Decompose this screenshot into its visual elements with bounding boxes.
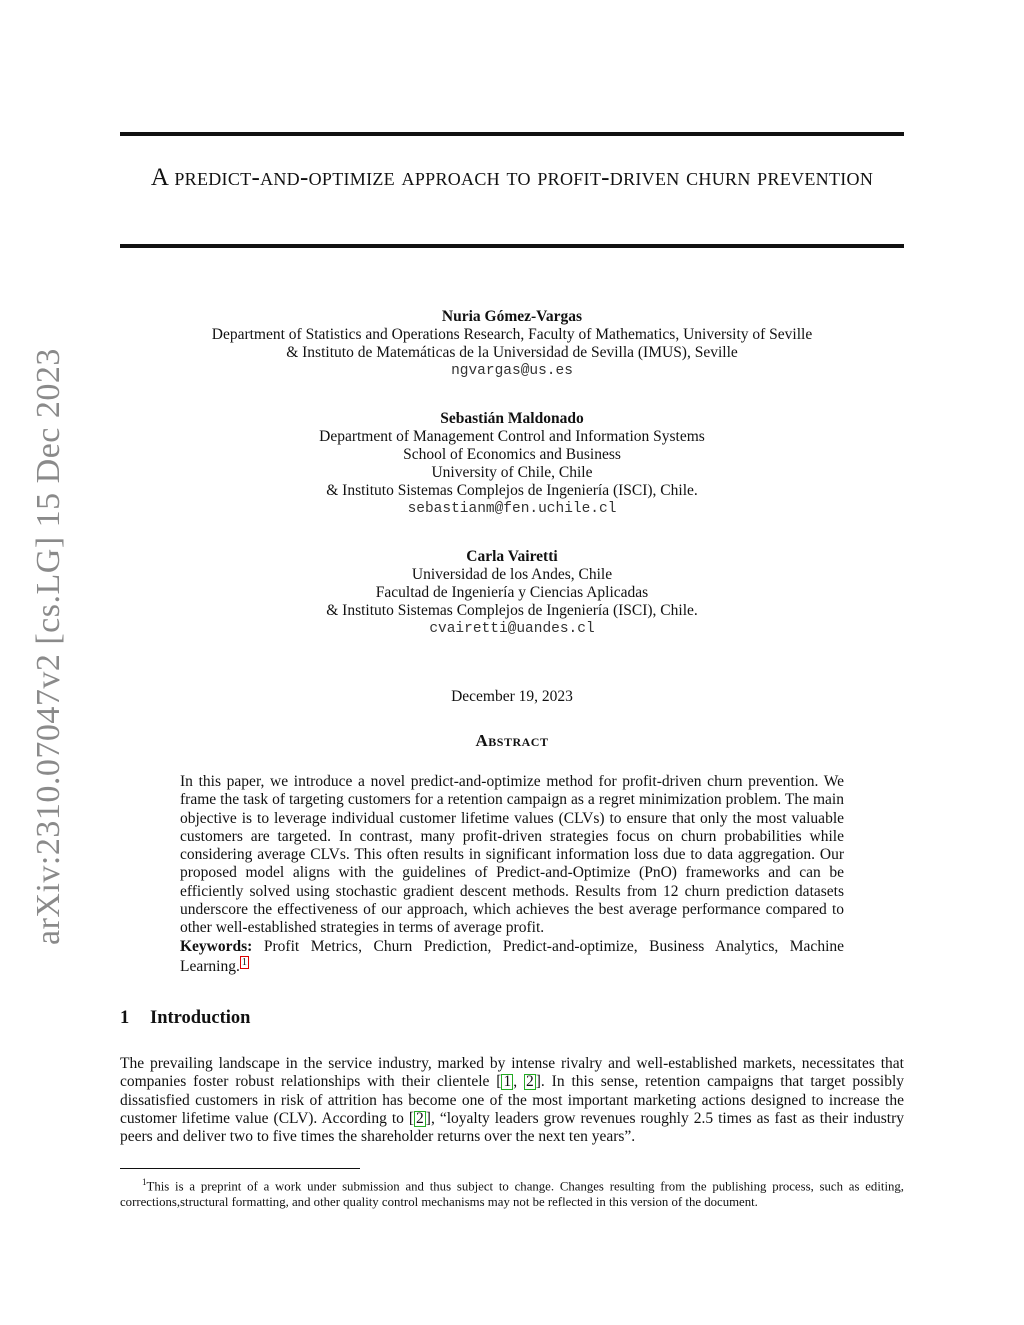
abstract-text: In this paper, we introduce a novel predict-and-optimize method for profit-driven churn prevention. We frame the task of targeting customers for a retention campaign as a regret minimization problem. The main objective is to leverage individual customer lifetime values (CLVs) to ensure that only the most valuable customers are targeted. In contrast, many profit-driven strategies focus on churn probabilities while considering average CLVs. This often results in significant information loss due to data aggregation. Our proposed model aligns with the guidelines of Predict-and-Optimize (PnO) frameworks and can be efficiently solved using stochastic gradient descent methods. Results from 12 churn prediction datasets underscore the effectiveness of our approach, which achieves the best average performance compared to other well-established strategies in terms of average profit. [180, 773, 844, 937]
author-name: Carla Vairetti [466, 548, 558, 565]
footnote-text: This is a preprint of a work under submission and thus subject to change. Changes resulting from the publishing process, such as editing, corrections,structural formatting, and other quality control mechanisms may not be reflected in this version of the document. [120, 1179, 904, 1210]
affiliation-line: University of Chile, Chile [431, 464, 593, 481]
intro-text: The prevailing landscape in the service industry, marked by intense rivalry and well-established markets, necessitates that companies foster robust relationships with their clientele [ [120, 1055, 904, 1091]
author-name: Nuria Gómez-Vargas [441, 308, 583, 325]
paper-date: December 19, 2023 [451, 688, 573, 705]
affiliation-line: Department of Management Control and Information Systems [319, 428, 705, 445]
affiliation-line: Department of Statistics and Operations Research, Faculty of Mathematics, University of Seville [211, 326, 813, 343]
citation-link[interactable]: 2 [416, 1109, 424, 1127]
intro-paragraph [120, 1055, 904, 1146]
affiliation-line: School of Economics and Business [403, 446, 621, 463]
footnote-rule [120, 1168, 360, 1169]
author-name: Sebastián Maldonado [440, 410, 584, 427]
section-number: 1 [120, 1008, 130, 1028]
intro-text: ]. In this sense, retention campaigns that target possibly dissatisfied customers in risk of attrition has become one of the most important marketing actions designed to increase the customer lifetime value (CLV). According to [ [120, 1073, 905, 1127]
affiliation-line: & Instituto Sistemas Complejos de Ingeniería (ISCI), Chile. [326, 602, 698, 619]
abstract-heading: Abstract [475, 731, 549, 750]
author-block [120, 548, 904, 638]
paper-title: A predict-and-optimize approach to profit-driven churn prevention [150, 164, 874, 191]
affiliation-line: & Instituto de Matemáticas de la Universidad de Sevilla (IMUS), Seville [286, 344, 738, 361]
author-email[interactable]: ngvargas@us.es [451, 363, 573, 379]
citation-link[interactable]: 2 [525, 1073, 534, 1091]
title-rule-top [120, 132, 904, 136]
intro-text: ], “loyalty leaders grow revenues roughly 2.5 times as fast as their industry peers and deliver two to five times the shareholder returns over the next ten years”. [120, 1109, 904, 1146]
footnote [120, 1174, 904, 1210]
section-heading [120, 1008, 250, 1029]
author-block [120, 308, 904, 380]
author-email[interactable]: sebastianm@fen.uchile.cl [407, 501, 617, 517]
affiliation-line: Universidad de los Andes, Chile [411, 566, 613, 583]
author-block [120, 410, 904, 518]
title-rule-bottom [120, 244, 904, 248]
keywords-label: Keywords: [180, 937, 253, 955]
citation-link[interactable]: 1 [503, 1073, 512, 1091]
arxiv-stamp: arXiv:2310.07047v2 [cs.LG] 15 Dec 2023 [30, 348, 67, 945]
citation-separator: , [513, 1073, 524, 1091]
footnote-number: 1 [142, 1177, 147, 1187]
author-email[interactable]: cvairetti@uandes.cl [429, 621, 595, 637]
abstract-body [180, 773, 844, 976]
section-title: Introduction [150, 1008, 251, 1028]
footnote-link[interactable]: 1 [241, 956, 247, 968]
affiliation-line: & Instituto Sistemas Complejos de Ingeniería (ISCI), Chile. [326, 482, 698, 499]
affiliation-line: Facultad de Ingeniería y Ciencias Aplicadas [375, 584, 649, 601]
keywords-text: Profit Metrics, Churn Prediction, Predict-and-optimize, Business Analytics, Machine Learning. [180, 937, 845, 976]
